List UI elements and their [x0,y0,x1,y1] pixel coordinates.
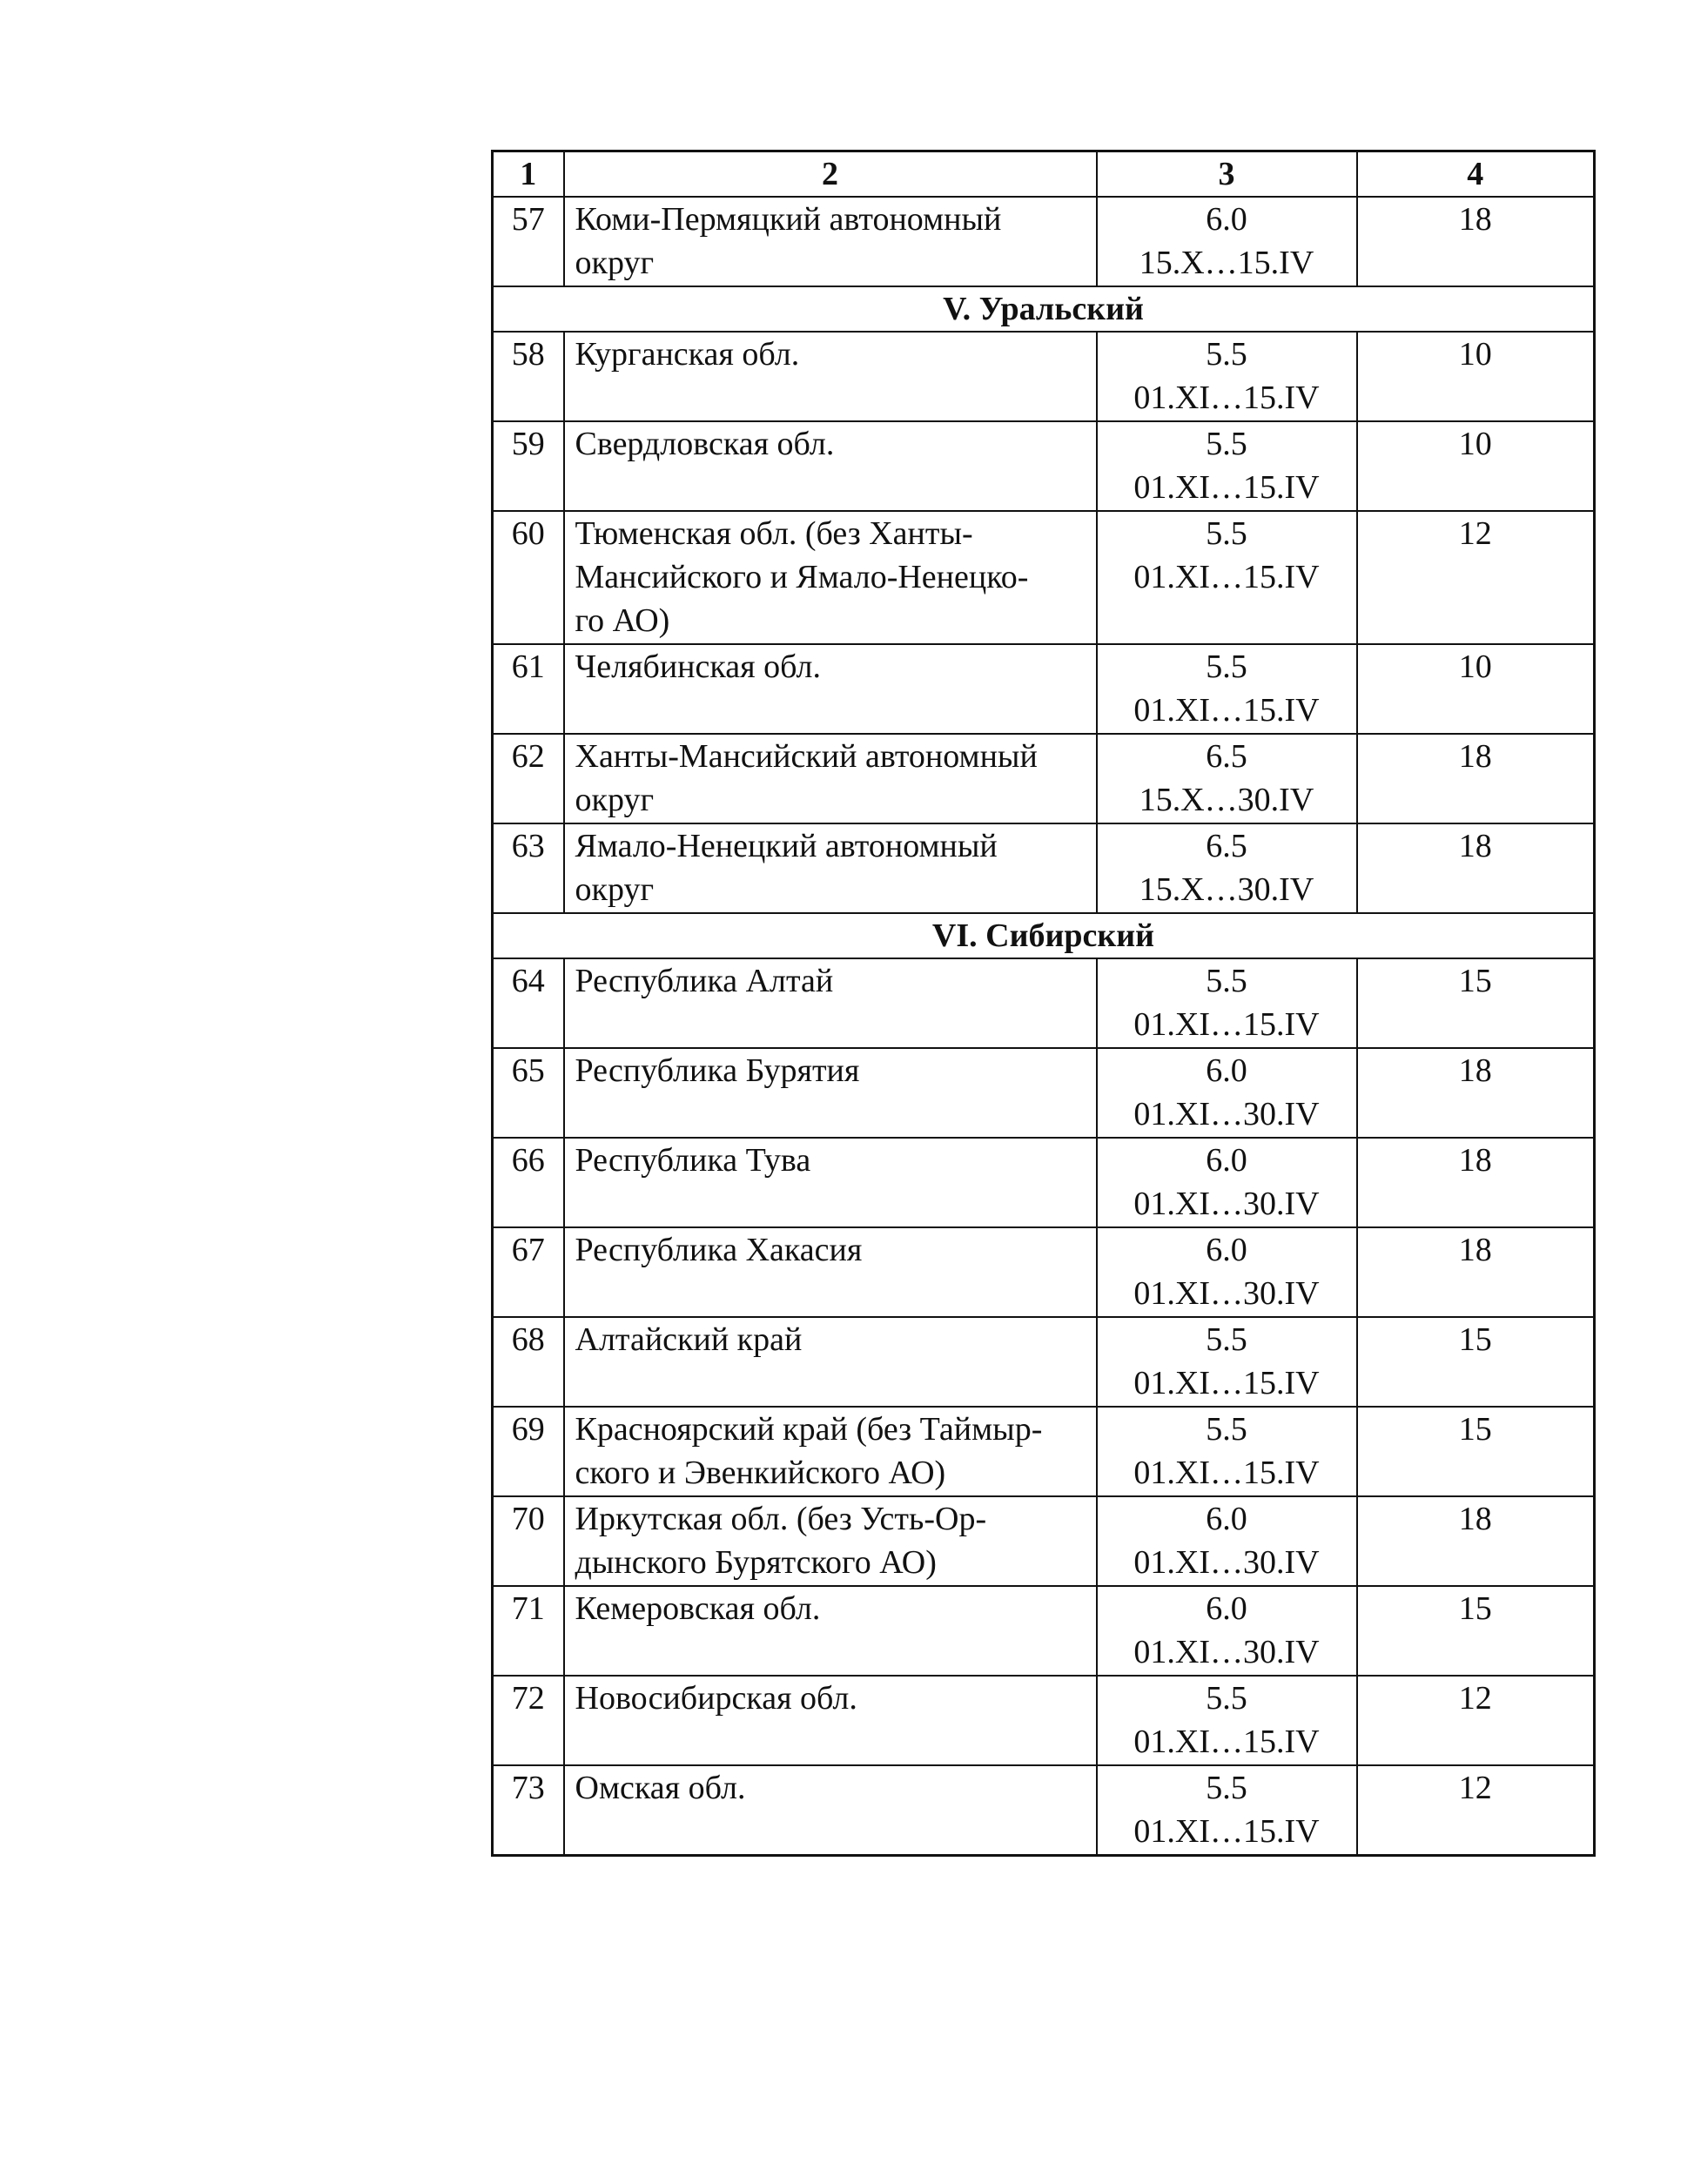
value-period: 01.XI…30.IV [1133,1544,1320,1581]
table-row [493,197,1595,286]
table-row [493,1496,1595,1586]
row-number: 59 [493,421,564,511]
value-period: 15.X…15.IV [1139,245,1314,281]
value-cell [1097,644,1357,734]
row-number: 69 [493,1407,564,1496]
value-cell [1097,197,1357,286]
column-4-value: 15 [1357,1317,1595,1407]
table-row [493,1586,1595,1676]
region-name: Курганская обл. [564,332,1097,421]
table-row [493,1317,1595,1407]
value-period: 01.XI…30.IV [1133,1634,1320,1670]
value-period: 01.XI…15.IV [1133,692,1320,729]
table-row [493,421,1595,511]
row-number: 67 [493,1227,564,1317]
value-period: 01.XI…30.IV [1133,1275,1320,1312]
section-title: V. Уральский [493,286,1595,332]
column-4-value: 12 [1357,1676,1595,1765]
value-number: 5.5 [1206,1680,1247,1717]
column-4-value: 18 [1357,1138,1595,1227]
value-period: 01.XI…15.IV [1133,469,1320,506]
column-4-value: 15 [1357,1407,1595,1496]
column-header-3: 3 [1097,151,1357,198]
value-number: 6.5 [1206,738,1247,775]
table-row [493,1765,1595,1856]
column-4-value: 18 [1357,1496,1595,1586]
value-cell [1097,1765,1357,1856]
value-cell [1097,1676,1357,1765]
value-number: 5.5 [1206,648,1247,685]
table-row [493,958,1595,1048]
value-period: 01.XI…15.IV [1133,1724,1320,1760]
value-number: 5.5 [1206,963,1247,999]
table-row [493,1048,1595,1138]
value-number: 5.5 [1206,1770,1247,1806]
value-cell [1097,823,1357,913]
column-4-value: 10 [1357,421,1595,511]
value-period: 01.XI…15.IV [1133,1006,1320,1043]
value-cell [1097,1317,1357,1407]
value-number: 5.5 [1206,515,1247,552]
row-number: 61 [493,644,564,734]
column-4-value: 12 [1357,511,1595,644]
region-name: Республика Алтай [564,958,1097,1048]
value-number: 6.0 [1206,1590,1247,1627]
value-number: 6.5 [1206,828,1247,864]
region-name: Тюменская обл. (без Ханты- Мансийского и Ямало-Ненецко- го АО) [564,511,1097,644]
column-header-1: 1 [493,151,564,198]
region-name: Красноярский край (без Таймыр- ского и Эвенкийского АО) [564,1407,1097,1496]
value-cell [1097,1227,1357,1317]
row-number: 68 [493,1317,564,1407]
section-header-row [493,913,1595,958]
row-number: 65 [493,1048,564,1138]
value-cell [1097,511,1357,644]
column-4-value: 12 [1357,1765,1595,1856]
row-number: 64 [493,958,564,1048]
row-number: 63 [493,823,564,913]
table-row [493,511,1595,644]
value-cell [1097,332,1357,421]
column-4-value: 15 [1357,958,1595,1048]
value-period: 01.XI…15.IV [1133,1813,1320,1850]
row-number: 57 [493,197,564,286]
column-header-2: 2 [564,151,1097,198]
value-cell [1097,734,1357,823]
region-name: Республика Хакасия [564,1227,1097,1317]
row-number: 60 [493,511,564,644]
region-name: Кемеровская обл. [564,1586,1097,1676]
column-4-value: 18 [1357,734,1595,823]
region-name: Свердловская обл. [564,421,1097,511]
row-number: 62 [493,734,564,823]
column-4-value: 18 [1357,823,1595,913]
table-row [493,1407,1595,1496]
region-name: Иркутская обл. (без Усть-Ор- дынского Бурятского АО) [564,1496,1097,1586]
row-number: 70 [493,1496,564,1586]
column-4-value: 15 [1357,1586,1595,1676]
value-number: 6.0 [1206,201,1247,238]
value-cell [1097,1496,1357,1586]
column-4-value: 18 [1357,197,1595,286]
row-number: 71 [493,1586,564,1676]
table-row [493,332,1595,421]
region-name: Коми-Пермяцкий автономный округ [564,197,1097,286]
value-number: 6.0 [1206,1501,1247,1537]
row-number: 73 [493,1765,564,1856]
value-number: 6.0 [1206,1142,1247,1179]
value-period: 01.XI…15.IV [1133,1365,1320,1401]
value-period: 01.XI…15.IV [1133,380,1320,416]
table-body [493,197,1595,1856]
regions-table [491,150,1596,1857]
value-period: 01.XI…30.IV [1133,1186,1320,1222]
region-name: Омская обл. [564,1765,1097,1856]
value-number: 5.5 [1206,336,1247,373]
value-period: 15.X…30.IV [1139,871,1314,908]
table-row [493,823,1595,913]
row-number: 58 [493,332,564,421]
value-cell [1097,958,1357,1048]
row-number: 72 [493,1676,564,1765]
header-row [493,151,1595,198]
column-4-value: 10 [1357,644,1595,734]
value-period: 15.X…30.IV [1139,782,1314,818]
region-name: Республика Тува [564,1138,1097,1227]
column-4-value: 18 [1357,1048,1595,1138]
value-cell [1097,1138,1357,1227]
value-period: 01.XI…15.IV [1133,1455,1320,1491]
value-cell [1097,421,1357,511]
column-header-4: 4 [1357,151,1595,198]
region-name: Челябинская обл. [564,644,1097,734]
value-period: 01.XI…15.IV [1133,559,1320,595]
table-row [493,734,1595,823]
table-row [493,644,1595,734]
value-cell [1097,1586,1357,1676]
region-name: Республика Бурятия [564,1048,1097,1138]
region-name: Ханты-Мансийский автономный округ [564,734,1097,823]
table-row [493,1676,1595,1765]
section-title: VI. Сибирский [493,913,1595,958]
value-number: 6.0 [1206,1052,1247,1089]
table-row [493,1138,1595,1227]
value-period: 01.XI…30.IV [1133,1096,1320,1132]
section-header-row [493,286,1595,332]
region-name: Ямало-Ненецкий автономный округ [564,823,1097,913]
value-number: 5.5 [1206,1321,1247,1358]
column-4-value: 10 [1357,332,1595,421]
region-name: Новосибирская обл. [564,1676,1097,1765]
table-row [493,1227,1595,1317]
value-number: 5.5 [1206,1411,1247,1448]
row-number: 66 [493,1138,564,1227]
value-number: 6.0 [1206,1232,1247,1268]
value-cell [1097,1048,1357,1138]
value-number: 5.5 [1206,426,1247,462]
column-4-value: 18 [1357,1227,1595,1317]
value-cell [1097,1407,1357,1496]
region-name: Алтайский край [564,1317,1097,1407]
